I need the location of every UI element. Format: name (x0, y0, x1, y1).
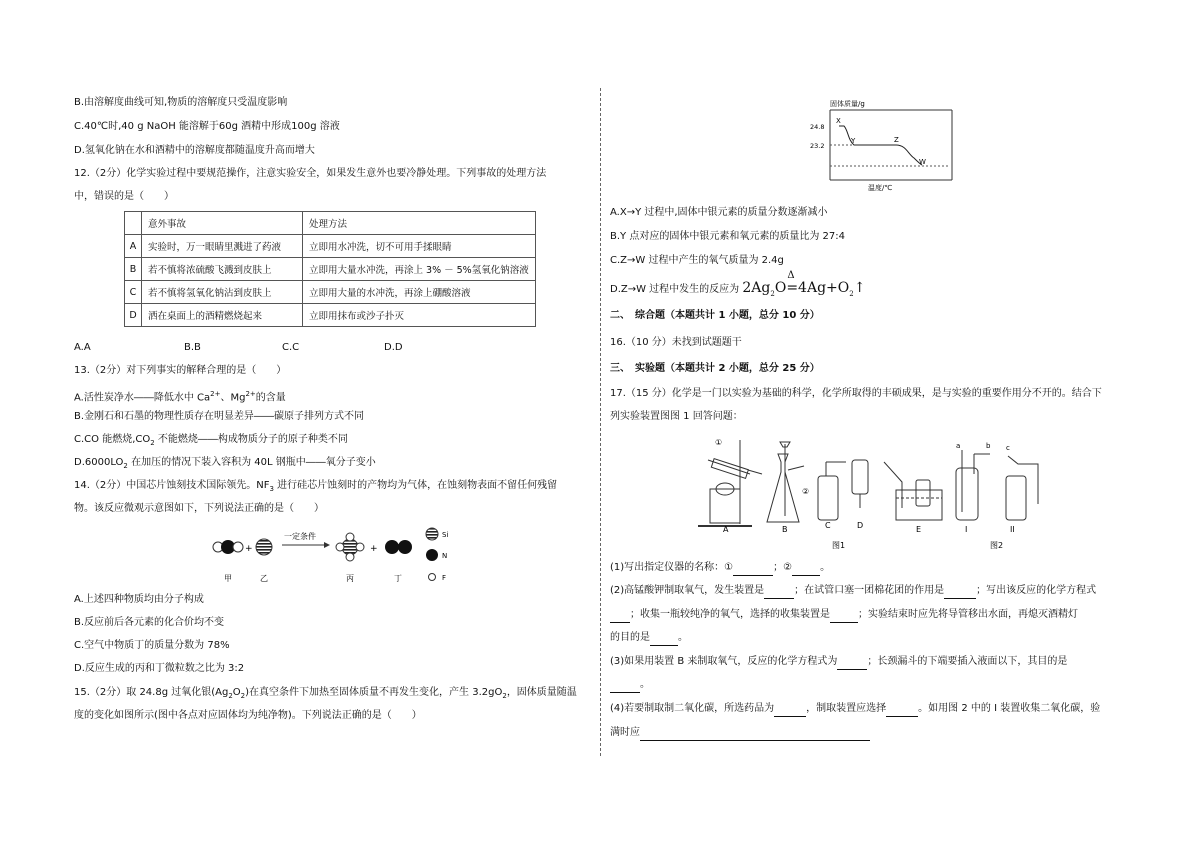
molecule-yi (256, 539, 272, 555)
text: (1)写出指定仪器的名称：① (610, 562, 734, 573)
answer-blank[interactable] (774, 702, 806, 717)
text: (2)高锰酸钾制取氧气，发生装置是 (610, 585, 765, 596)
reaction-equation (742, 270, 866, 298)
text: ；在试管口塞一团棉花团的作用是 (794, 585, 945, 596)
legend-n-icon (426, 549, 438, 561)
table-row (125, 304, 536, 327)
table-cell: 立即用大量水冲洗，再涂上 3% － 5%氢氧化钠溶液 (303, 258, 536, 281)
table-cell: D (125, 304, 142, 327)
table-cell: 立即用大量的水冲洗，再涂上硼酸溶液 (303, 281, 536, 304)
q12-stem-line1: 12.（2分）化学实验过程中要规范操作，注意实验安全，如果发生意外也要冷静处理。下列事故的处理方法 (74, 168, 547, 179)
molecule-bing (336, 533, 364, 561)
answer-blank[interactable] (944, 584, 976, 599)
apparatus-label: E (916, 525, 922, 534)
apparatus-ii (1006, 456, 1038, 520)
q13-option-a (74, 387, 286, 405)
table-cell: 洒在桌面上的酒精燃烧起来 (142, 304, 303, 327)
q16-text: 16.（10 分）未找到试题题干 (610, 337, 742, 348)
label-ding: 丁 (394, 574, 402, 583)
text: 、Mg (220, 392, 246, 404)
legend-f-label: F (442, 574, 447, 582)
text: 14.（2分）中国芯片蚀刻技术国际领先。NF (74, 480, 270, 491)
legend-n-label: N (442, 552, 448, 560)
answer-blank[interactable] (764, 584, 794, 599)
q11-option-b: B.由溶解度曲线可知,物质的溶解度只受温度影响 (74, 97, 288, 108)
text: A.活性炭净水――降低水中 Ca (74, 392, 211, 404)
text: 满时应 (610, 727, 640, 738)
text: ；长颈漏斗的下端要插入液面以下，其目的是 (867, 656, 1068, 667)
q14-option-d: D.反应生成的丙和丁微粒数之比为 3:2 (74, 663, 245, 674)
answer-blank[interactable] (640, 726, 870, 741)
apparatus-label: A (723, 525, 729, 534)
superscript: 2+ (245, 390, 256, 398)
reaction-condition: 一定条件 (284, 532, 316, 541)
q11-option-c: C.40℃时,40 g NaOH 能溶解于60g 酒精中形成100g 溶液 (74, 121, 340, 132)
text: 2Ag (742, 280, 771, 296)
q12-option-a: A.A (74, 342, 91, 353)
q14-option-c: C.空气中物质丁的质量分数为 78% (74, 640, 230, 651)
table-cell: A (125, 235, 142, 258)
q15-stem-line1 (74, 686, 577, 703)
q15-option-c: C.Z→W 过程中产生的氧气质量为 2.4g (610, 255, 784, 266)
apparatus-d (852, 460, 868, 508)
heat-equals (786, 270, 799, 296)
q14-option-a: A.上述四种物质均由分子构成 (74, 594, 204, 605)
table-cell: 若不慎将浓硫酸飞溅到皮肤上 (142, 258, 303, 281)
q13-stem: 13.（2分）对下列事实的解释合理的是（ ） (74, 365, 287, 376)
table-row (125, 258, 536, 281)
text: 在加压的情况下装入容积为 40L 钢瓶中――氧分子变小 (127, 457, 376, 468)
table-cell (125, 212, 142, 235)
section-two-heading: 二、 综合题（本题共计 1 小题，总分 10 分） (610, 310, 820, 321)
label-yi: 乙 (260, 574, 268, 583)
text: )在真空条件下加热至固体质量不再发生变化，产生 3.2gO (245, 687, 503, 698)
molecule-jia (213, 540, 243, 554)
text: ；写出该反应的化学方程式 (976, 585, 1097, 596)
mark-1: ① (715, 438, 723, 447)
table-cell: 立即用抹布或沙子扑灭 (303, 304, 536, 327)
answer-blank[interactable] (792, 561, 820, 576)
answer-blank[interactable] (650, 631, 678, 646)
q12-option-b: B.B (184, 342, 201, 353)
point-label: Y (851, 137, 856, 145)
mark-b: b (986, 442, 991, 450)
q12-stem-line2: 中，错误的是（ ） (74, 191, 174, 202)
text: D.Z→W 过程中发生的反应为 (610, 284, 740, 295)
table-cell: C (125, 281, 142, 304)
mark-2: ② (802, 487, 810, 496)
legend-f-icon (429, 574, 436, 581)
text: O (774, 280, 787, 296)
q12-option-d: D.D (384, 342, 403, 353)
legend-si-icon (426, 528, 438, 540)
apparatus-label: I (965, 525, 968, 534)
text: 。 (820, 562, 831, 573)
text: O (232, 687, 241, 698)
answer-blank[interactable] (733, 561, 773, 576)
text: 不能燃烧――构成物质分子的原子种类不同 (154, 434, 348, 445)
subscript: 3 (269, 485, 274, 493)
text: 4Ag+O (798, 280, 850, 296)
subscript: 2 (770, 289, 775, 298)
figure-caption: 图2 (990, 541, 1004, 550)
table-header-row (125, 212, 536, 235)
text: C.CO 能燃烧,CO (74, 434, 151, 445)
apparatus-label: B (782, 525, 788, 534)
text: ；实验结束时应先将导管移出水面，再熄灭酒精灯 (858, 609, 1078, 620)
text: 。 (678, 632, 688, 643)
q14-stem-line1 (74, 479, 557, 496)
q15-option-a: A.X→Y 过程中,固体中银元素的质量分数逐渐减小 (610, 207, 828, 218)
q17-part2-line2 (610, 608, 1078, 623)
q13-option-b: B.金刚石和石墨的物理性质存在明显差异――碳原子排列方式不同 (74, 411, 365, 422)
table-header: 意外事故 (142, 212, 303, 235)
text: ↑ (853, 280, 866, 296)
text: ；收集一瓶较纯净的氧气，选择的收集装置是 (630, 609, 830, 620)
table-cell: 立即用水冲洗，切不可用手揉眼睛 (303, 235, 536, 258)
subscript: 2 (228, 692, 233, 700)
text: (3)如果用装置 B 来制取氧气，反应的化学方程式为 (610, 656, 838, 667)
text: ，制取装置应选择 (806, 703, 887, 714)
table-header: 处理方法 (303, 212, 536, 235)
q13-option-d (74, 456, 376, 473)
text: (4)若要制取制二氧化碳，所选药品为 (610, 703, 775, 714)
q13-option-c (74, 433, 348, 450)
q17-part3-line2 (610, 678, 650, 693)
molecule-ding (385, 540, 412, 554)
q15-stem-line2: 度的变化如图所示(图中各点对应固体均为纯净物)。下列说法正确的是（ ） (74, 710, 422, 721)
column-divider (600, 88, 601, 756)
q17-stem-line2: 列实验装置图图 1 回答问题： (610, 411, 743, 422)
table-cell: 实验时，万一眼睛里溅进了药液 (142, 235, 303, 258)
q14-stem-line2: 物。该反应微观示意图如下，下列说法正确的是（ ） (74, 503, 324, 514)
label-bing: 丙 (346, 574, 354, 583)
text: 。 (640, 679, 650, 690)
plus-sign: + (245, 544, 253, 554)
answer-blank[interactable] (830, 608, 858, 623)
apparatus-label: II (1010, 525, 1015, 534)
arrow-head (324, 542, 330, 548)
q17-part4-line2 (610, 726, 870, 741)
text: ，固体质量随温 (506, 687, 577, 698)
answer-blank[interactable] (610, 678, 640, 693)
text: ；② (773, 562, 793, 573)
subscript: 2 (502, 692, 507, 700)
answer-blank[interactable] (886, 702, 918, 717)
apparatus-i (956, 450, 990, 520)
apparatus-b (767, 442, 804, 522)
figure-caption: 图1 (832, 541, 846, 550)
accident-table (124, 211, 536, 327)
graph-ylabel: 固体质量/g (830, 100, 865, 108)
lab-apparatus-figure (690, 434, 1050, 552)
text: 的目的是 (610, 632, 650, 643)
section-three-heading: 三、 实验题（本题共计 2 小题，总分 25 分） (610, 363, 820, 374)
legend-si-label: Si (442, 531, 449, 539)
apparatus-label: C (825, 521, 831, 530)
graph-tick: 24.8 (810, 123, 825, 131)
q15-option-d (610, 270, 866, 301)
text: D.6000LO (74, 457, 124, 468)
table-row (125, 281, 536, 304)
text: = (786, 280, 799, 296)
text: 进行硅芯片蚀刻时的产物均为气体，在蚀刻物表面不留任何残留 (273, 480, 558, 491)
reaction-diagram (200, 525, 460, 587)
point-label: X (836, 117, 841, 125)
subscript: 2 (123, 462, 128, 470)
table-cell: B (125, 258, 142, 281)
apparatus-label: D (857, 521, 864, 530)
answer-blank[interactable] (837, 655, 867, 670)
mark-c: c (1006, 444, 1010, 452)
q17-stem-line1: 17.（15 分）化学是一门以实验为基础的科学，化学所取得的丰硕成果，是与实验的重要作用分不开的。结合下 (610, 388, 1102, 399)
graph-tick: 23.2 (810, 142, 825, 150)
label-jia: 甲 (224, 574, 232, 583)
subscript: 2 (150, 439, 155, 447)
q17-part2-line1 (610, 584, 1096, 599)
q17-part4-line1 (610, 702, 1100, 717)
q11-option-d: D.氢氧化钠在水和酒精中的溶解度都随温度升高而增大 (74, 145, 315, 156)
table-cell: 若不慎将氢氧化钠沾到皮肤上 (142, 281, 303, 304)
q17-part2-line3 (610, 631, 688, 646)
plus-sign: + (370, 544, 378, 554)
table-row (125, 235, 536, 258)
apparatus-e (884, 462, 942, 520)
q12-option-c: C.C (282, 342, 300, 353)
apparatus-c (818, 462, 846, 520)
mark-a: a (956, 442, 961, 450)
q17-part3-line1 (610, 655, 1067, 670)
subscript: 2 (849, 289, 854, 298)
text: 15.（2分）取 24.8g 过氧化银(Ag (74, 687, 229, 698)
point-label: W (919, 158, 926, 166)
q15-option-b: B.Y 点对应的固体中银元素和氧元素的质量比为 27:4 (610, 231, 845, 242)
q17-part1 (610, 561, 830, 576)
answer-blank[interactable] (610, 608, 630, 623)
graph-xlabel: 温度/℃ (868, 184, 893, 192)
q12-options (74, 341, 403, 355)
text: 。如用图 2 中的 I 装置收集二氧化碳，验 (918, 703, 1101, 714)
q14-option-b: B.反应前后各元素的化合价均不变 (74, 617, 225, 628)
superscript: 2+ (210, 390, 221, 398)
solid-mass-graph (810, 96, 955, 196)
text: 的含量 (255, 392, 286, 404)
subscript: 2 (240, 692, 246, 700)
point-label: Z (894, 136, 899, 144)
apparatus-a (698, 440, 762, 526)
delta-symbol: Δ (787, 270, 795, 281)
